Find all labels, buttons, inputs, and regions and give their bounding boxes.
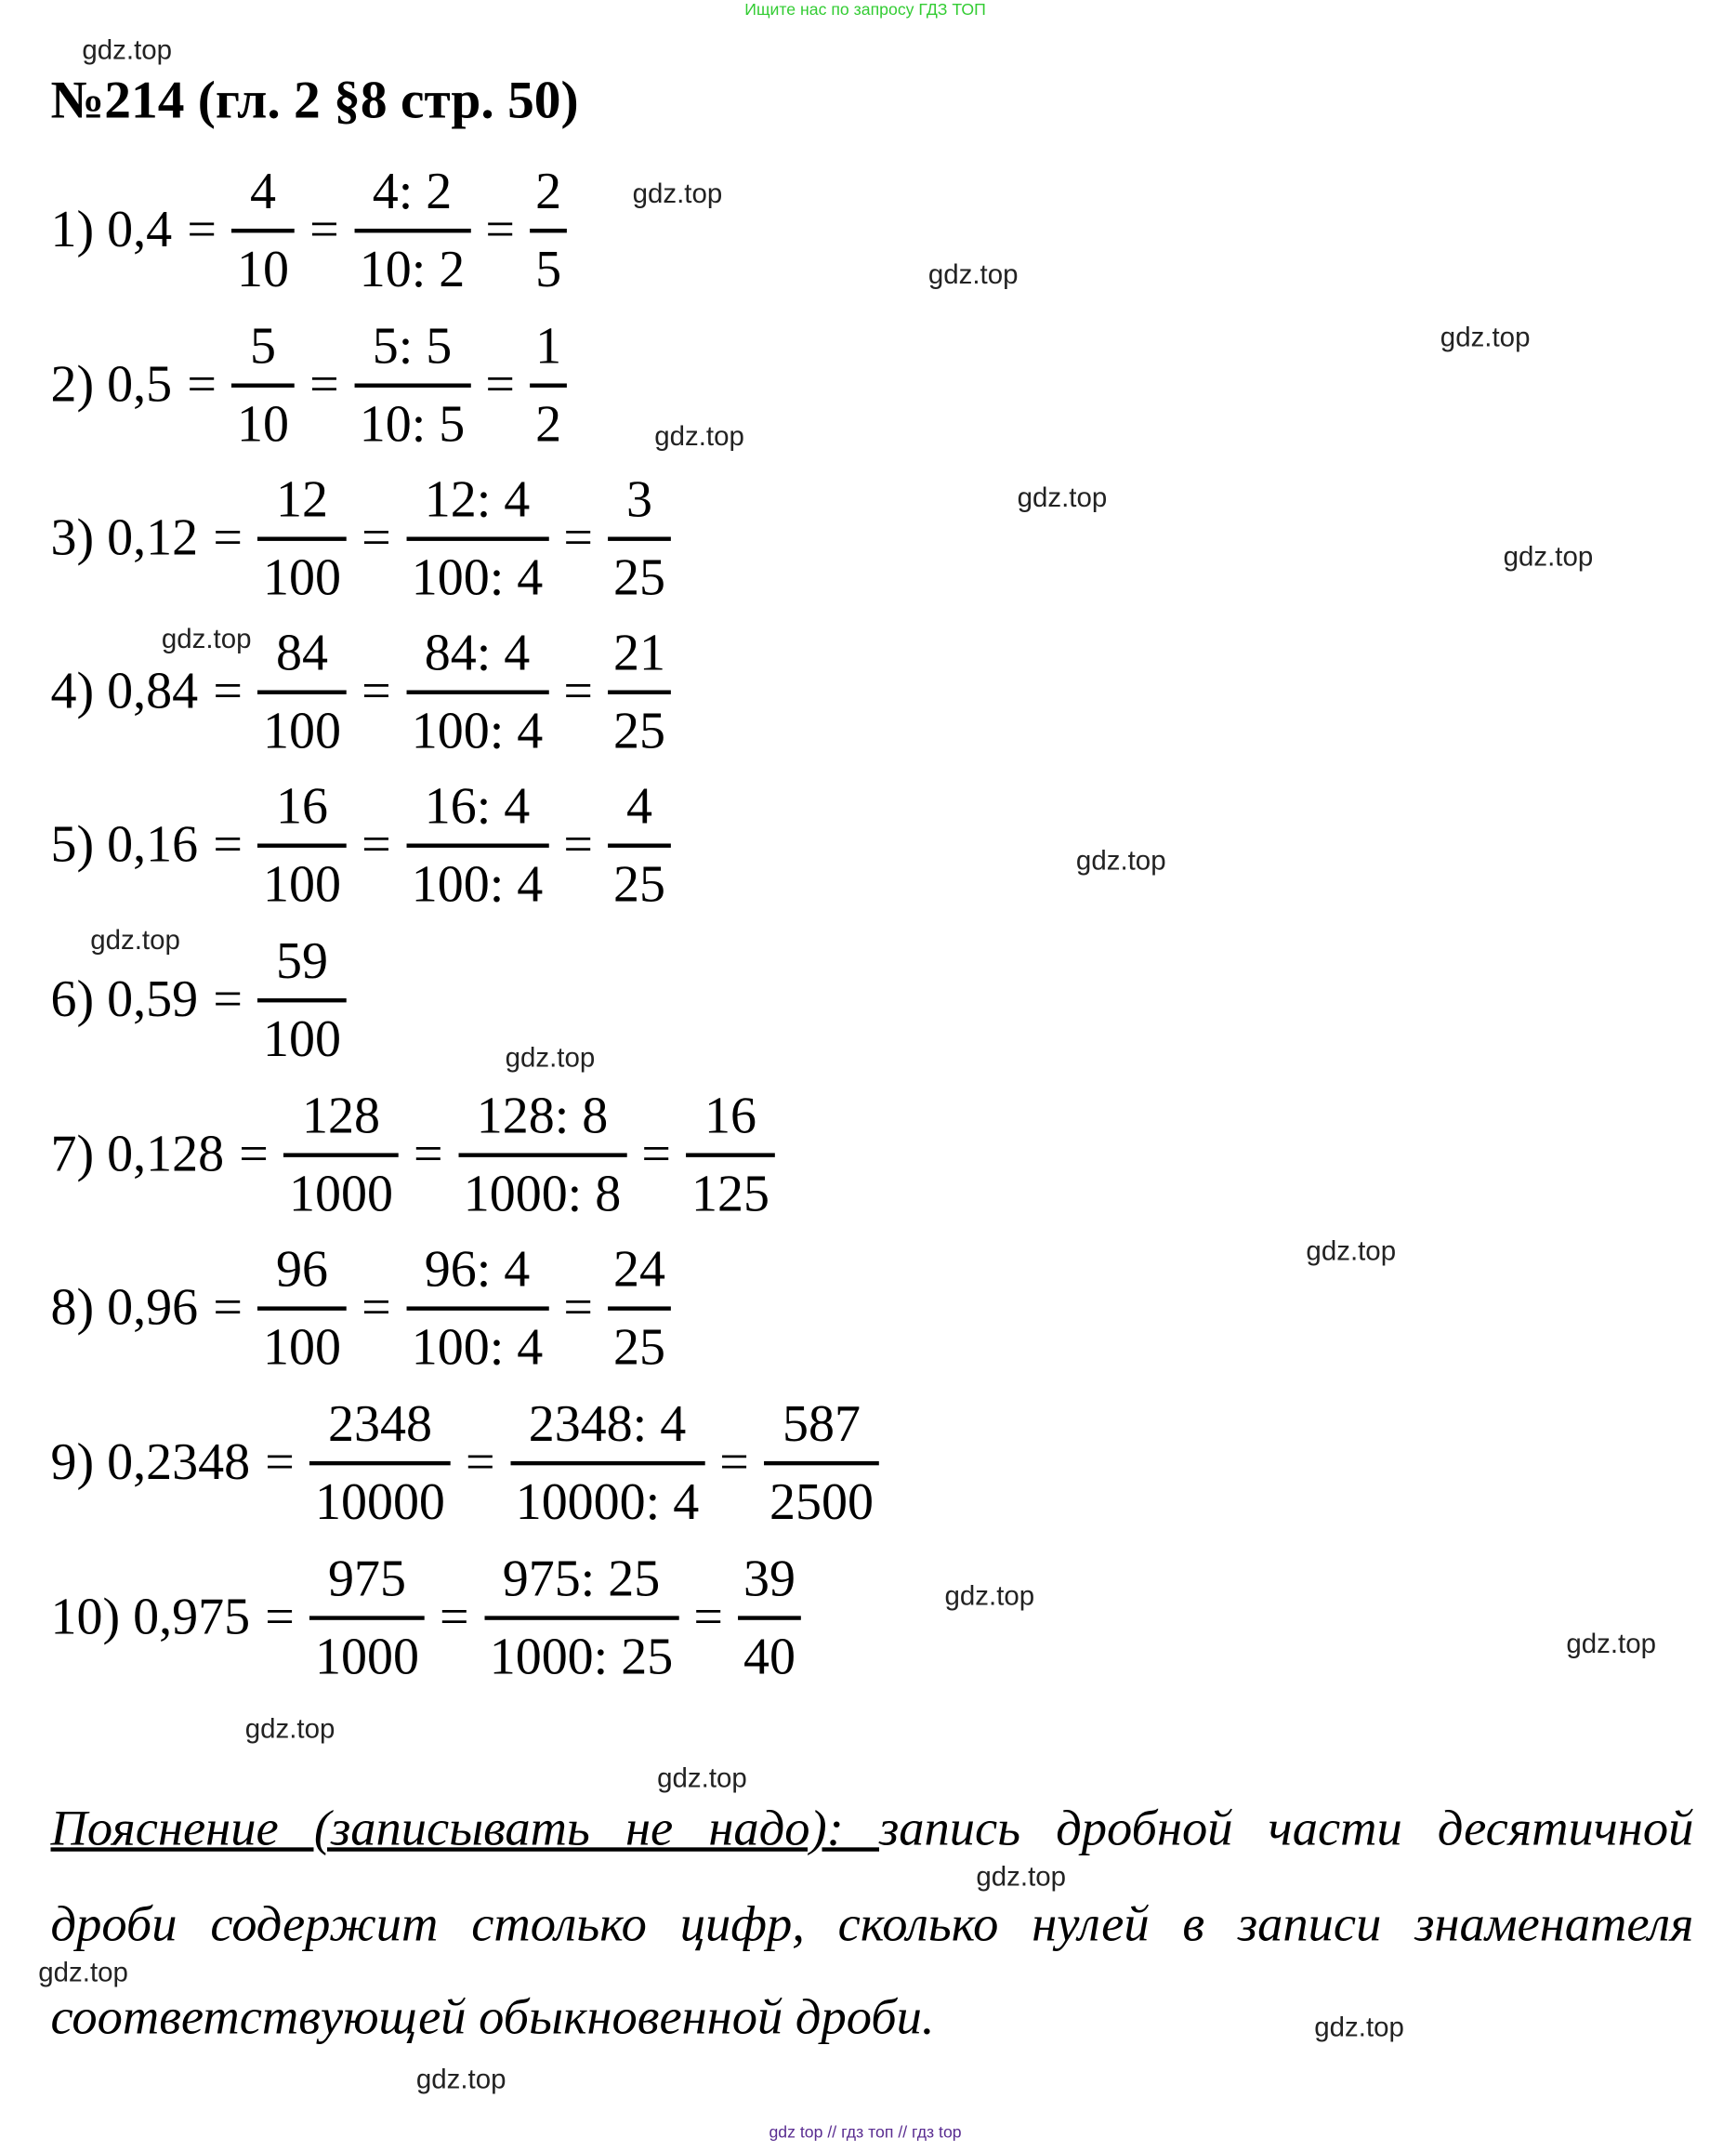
fraction (231, 309, 295, 461)
denominator: 25 (613, 1317, 666, 1376)
equals-sign: = (563, 509, 593, 567)
fraction (608, 615, 671, 768)
denominator: 1000: 8 (463, 1164, 622, 1222)
equation-row (51, 1386, 879, 1539)
footer-links: gdz top // гдз топ // гдз top (769, 2122, 962, 2143)
fraction (608, 462, 671, 614)
equals-sign: = (440, 1588, 469, 1646)
fraction (530, 154, 567, 307)
explanation-line-3: соответствующей обыкновенной дроби. (50, 1989, 935, 2046)
fraction (257, 924, 347, 1076)
denominator: 1000: 25 (489, 1627, 674, 1685)
numerator: 16: 4 (424, 777, 531, 835)
denominator: 25 (613, 855, 666, 913)
equals-sign: = (265, 1588, 295, 1646)
numerator: 128: 8 (476, 1086, 609, 1144)
fraction (257, 769, 347, 921)
watermark: gdz.top (654, 421, 744, 453)
denominator: 2 (535, 395, 562, 453)
fraction (354, 309, 470, 461)
equals-sign: = (213, 663, 243, 720)
equals-sign: = (265, 1433, 295, 1492)
denominator: 125 (691, 1164, 769, 1222)
equation-prefix: 6) 0,59 (50, 970, 199, 1029)
numerator: 975: 25 (502, 1549, 661, 1607)
page-title: №214 (гл. 2 §8 стр. 50) (50, 71, 579, 130)
fraction (406, 462, 548, 614)
watermark: gdz.top (161, 624, 252, 655)
denominator: 1000 (314, 1627, 419, 1685)
equation-prefix: 4) 0,84 (50, 663, 199, 720)
fraction (257, 615, 347, 768)
watermark: gdz.top (1314, 2012, 1404, 2044)
fraction (257, 462, 347, 614)
fraction (406, 769, 548, 921)
fraction (309, 1387, 451, 1539)
equation-row (51, 308, 567, 461)
numerator: 84: 4 (424, 624, 531, 681)
watermark: gdz.top (1440, 323, 1531, 354)
denominator: 100 (262, 1317, 341, 1376)
watermark: gdz.top (976, 1862, 1067, 1893)
numerator: 21 (613, 624, 666, 681)
fraction (738, 1541, 801, 1694)
watermark: gdz.top (927, 259, 1019, 291)
denominator: 10: 5 (359, 395, 466, 453)
numerator: 4 (249, 162, 276, 220)
numerator: 975 (327, 1549, 406, 1607)
denominator: 100 (262, 855, 341, 913)
equals-sign: = (466, 1433, 495, 1492)
numerator: 3 (626, 470, 653, 528)
equals-sign: = (213, 816, 243, 874)
equals-sign: = (309, 356, 339, 414)
fraction (458, 1078, 626, 1231)
denominator: 10000: 4 (515, 1472, 700, 1531)
equation-prefix: 1) 0,4 (50, 201, 173, 259)
numerator: 1 (535, 317, 562, 375)
equals-sign: = (309, 201, 339, 259)
denominator: 100: 4 (411, 548, 544, 606)
fraction (484, 1541, 678, 1694)
numerator: 12 (275, 470, 328, 528)
numerator: 587 (782, 1394, 861, 1453)
denominator: 1000 (288, 1164, 393, 1222)
fraction (530, 309, 567, 461)
numerator: 5 (249, 317, 276, 375)
equation-row (51, 614, 671, 768)
equals-sign: = (693, 1588, 723, 1646)
fraction (283, 1078, 399, 1231)
search-hint: Ищите нас по запросу ГДЗ ТОП (744, 0, 986, 20)
watermark: gdz.top (505, 1043, 596, 1074)
denominator: 25 (613, 702, 666, 759)
equals-sign: = (362, 816, 391, 874)
denominator: 5 (535, 240, 562, 298)
equation-row (51, 1231, 671, 1384)
equals-sign: = (485, 356, 515, 414)
equals-sign: = (187, 201, 217, 259)
equation-prefix: 5) 0,16 (50, 816, 199, 874)
equals-sign: = (362, 1278, 391, 1337)
equation-prefix: 3) 0,12 (50, 509, 199, 567)
explanation-line-1 (51, 1802, 1694, 1857)
equation-row (51, 1540, 801, 1694)
equals-sign: = (187, 356, 217, 414)
watermark: gdz.top (244, 1714, 335, 1745)
equals-sign: = (641, 1125, 671, 1183)
equals-sign: = (362, 509, 391, 567)
numerator: 128 (301, 1086, 380, 1144)
fraction (510, 1387, 704, 1539)
equation-row (51, 153, 567, 307)
denominator: 10 (237, 395, 289, 453)
denominator: 10: 2 (359, 240, 466, 298)
equals-sign: = (563, 1278, 593, 1337)
numerator: 4: 2 (372, 162, 453, 220)
numerator: 84 (275, 624, 328, 681)
explanation-line-2: дроби содержит столько цифр, сколько нулей в записи знаменателя (50, 1896, 1694, 1953)
equation-prefix: 9) 0,2348 (50, 1433, 251, 1492)
fraction (354, 154, 470, 307)
equals-sign: = (239, 1125, 269, 1183)
denominator: 40 (743, 1627, 796, 1685)
watermark: gdz.top (1306, 1236, 1397, 1267)
watermark: gdz.top (657, 1763, 747, 1794)
numerator: 16 (275, 777, 328, 835)
numerator: 16 (704, 1086, 756, 1144)
numerator: 39 (743, 1549, 796, 1607)
fraction (764, 1387, 879, 1539)
denominator: 100 (262, 548, 341, 606)
equals-sign: = (719, 1433, 749, 1492)
numerator: 5: 5 (372, 317, 453, 375)
watermark: gdz.top (1017, 483, 1108, 514)
denominator: 10 (237, 240, 289, 298)
denominator: 10000 (314, 1472, 445, 1531)
numerator: 59 (275, 931, 328, 990)
numerator: 96 (275, 1239, 328, 1298)
numerator: 2348 (327, 1394, 432, 1453)
equation-prefix: 10) 0,975 (50, 1588, 251, 1646)
equation-prefix: 8) 0,96 (50, 1278, 199, 1337)
explanation-text: запись дробной части десятичной (879, 1801, 1694, 1857)
equals-sign: = (362, 663, 391, 720)
equals-sign: = (213, 970, 243, 1029)
denominator: 100: 4 (411, 702, 544, 759)
watermark: gdz.top (415, 2065, 506, 2095)
denominator: 100 (262, 702, 341, 759)
numerator: 4 (626, 777, 653, 835)
numerator: 2 (535, 162, 562, 220)
denominator: 100: 4 (411, 855, 544, 913)
equation-prefix: 2) 0,5 (50, 356, 173, 414)
equation-row (51, 461, 671, 614)
numerator: 12: 4 (424, 470, 531, 528)
numerator: 24 (613, 1239, 666, 1298)
fraction (309, 1541, 425, 1694)
denominator: 100: 4 (411, 1317, 544, 1376)
watermark: gdz.top (944, 1581, 1035, 1612)
watermark: gdz.top (1503, 542, 1594, 573)
watermark: gdz.top (90, 925, 180, 957)
watermark: gdz.top (82, 35, 173, 66)
fraction (406, 1232, 548, 1384)
watermark: gdz.top (1075, 846, 1166, 877)
equation-row (51, 768, 671, 921)
equals-sign: = (213, 509, 243, 567)
denominator: 2500 (769, 1472, 874, 1531)
equals-sign: = (563, 663, 593, 720)
explanation-label: Пояснение (записывать не надо): (50, 1801, 880, 1857)
denominator: 25 (613, 548, 666, 606)
fraction (608, 769, 671, 921)
watermark: gdz.top (38, 1958, 128, 1989)
equals-sign: = (213, 1278, 243, 1337)
numerator: 2348: 4 (528, 1394, 687, 1453)
fraction (608, 1232, 671, 1384)
fraction (231, 154, 295, 307)
numerator: 96: 4 (424, 1239, 531, 1298)
equals-sign: = (485, 201, 515, 259)
fraction (406, 615, 548, 768)
fraction (686, 1078, 775, 1231)
watermark: gdz.top (1566, 1630, 1656, 1660)
equation-prefix: 7) 0,128 (50, 1125, 225, 1183)
denominator: 100 (262, 1010, 341, 1068)
fraction (257, 1232, 347, 1384)
watermark: gdz.top (632, 178, 723, 210)
equals-sign: = (563, 816, 593, 874)
equals-sign: = (414, 1125, 443, 1183)
equation-row (51, 1077, 775, 1231)
